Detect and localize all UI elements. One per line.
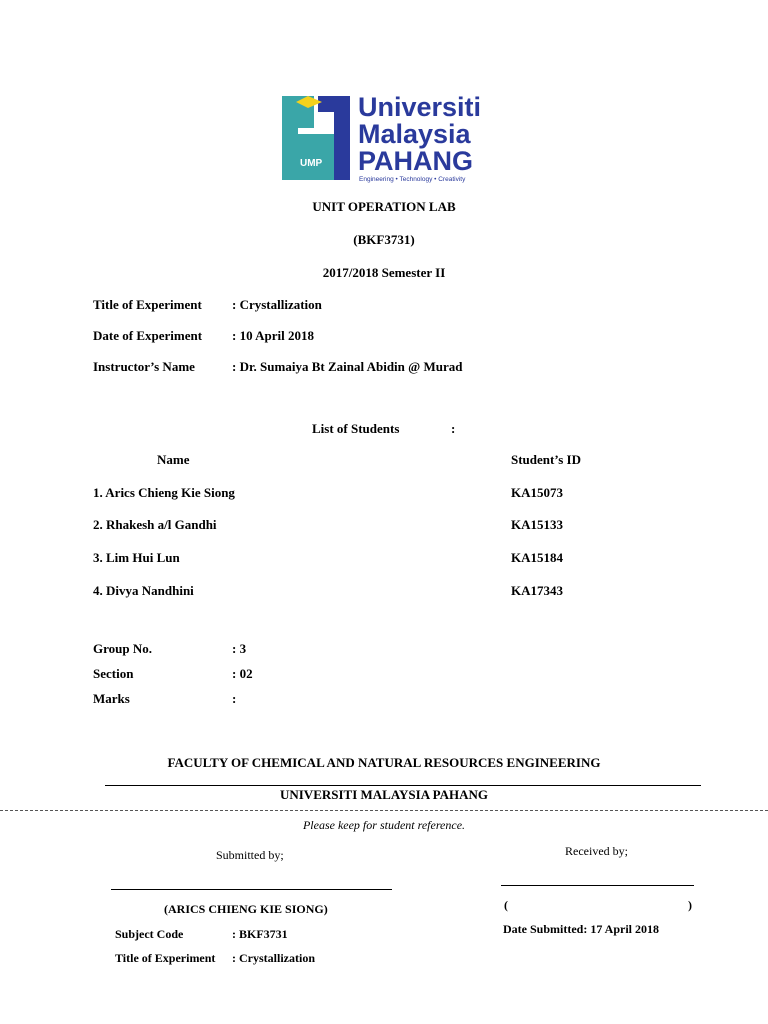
- logo-mark: UMP: [300, 158, 323, 169]
- date-submitted: Date Submitted: 17 April 2018: [503, 922, 659, 936]
- students-heading: List of Students: [312, 421, 400, 436]
- slip-title-value: : Crystallization: [232, 951, 315, 965]
- student-signature-name: (ARICS CHIENG KIE SIONG): [164, 902, 328, 916]
- receiver-bracket-open: (: [504, 898, 508, 912]
- group-value: : 3: [232, 641, 247, 656]
- logo-word-universiti: Universiti: [358, 92, 482, 122]
- student-name: 3. Lim Hui Lun: [93, 550, 180, 565]
- faculty-name: FACULTY OF CHEMICAL AND NATURAL RESOURCES ENGINEERING: [167, 755, 601, 770]
- instructor-value: : Dr. Sumaiya Bt Zainal Abidin @ Murad: [232, 359, 463, 374]
- logo-tagline: Engineering • Technology • Creativity: [359, 176, 466, 183]
- experiment-title-value: : Crystallization: [232, 297, 322, 312]
- group-label: Group No.: [93, 641, 152, 656]
- receiver-signature-line: [501, 885, 694, 886]
- column-header-id: Student’s ID: [511, 452, 581, 467]
- student-id: KA15133: [511, 517, 563, 532]
- experiment-title-label: Title of Experiment: [93, 297, 202, 312]
- students-heading-colon: :: [451, 421, 456, 436]
- student-id: KA17343: [511, 583, 563, 598]
- received-by-label: Received by;: [565, 844, 628, 858]
- submitted-by-label: Submitted by;: [216, 848, 284, 862]
- receiver-bracket-close: ): [688, 898, 692, 912]
- student-name: 2. Rhakesh a/l Gandhi: [93, 517, 217, 532]
- marks-label: Marks: [93, 691, 130, 706]
- university-name: UNIVERSITI MALAYSIA PAHANG: [279, 787, 489, 802]
- instructor-label: Instructor’s Name: [93, 359, 195, 374]
- experiment-date-label: Date of Experiment: [93, 328, 203, 343]
- section-value: : 02: [232, 666, 253, 681]
- column-header-name: Name: [157, 452, 190, 467]
- student-name: 1. Arics Chieng Kie Siong: [93, 485, 235, 500]
- logo-word-pahang: PAHANG: [358, 146, 474, 176]
- course-code: (BKF3731): [353, 232, 415, 247]
- student-name: 4. Divya Nandhini: [93, 583, 194, 598]
- student-signature-line: [111, 889, 392, 890]
- semester: 2017/2018 Semester II: [322, 265, 446, 280]
- student-id: KA15073: [511, 485, 563, 500]
- reference-note: Please keep for student reference.: [302, 818, 466, 832]
- subject-code-value: : BKF3731: [232, 927, 288, 941]
- logo-word-malaysia: Malaysia: [358, 119, 471, 149]
- tear-off-line: [0, 810, 768, 811]
- experiment-date-value: : 10 April 2018: [232, 328, 314, 343]
- marks-value: :: [232, 691, 237, 706]
- lab-title: UNIT OPERATION LAB: [312, 199, 456, 214]
- faculty-divider: [105, 785, 701, 786]
- subject-code-label: Subject Code: [115, 927, 184, 941]
- section-label: Section: [93, 666, 134, 681]
- slip-title-label: Title of Experiment: [115, 951, 216, 965]
- university-logo: [278, 88, 490, 188]
- ump-shield-icon: [278, 88, 358, 188]
- student-id: KA15184: [511, 550, 563, 565]
